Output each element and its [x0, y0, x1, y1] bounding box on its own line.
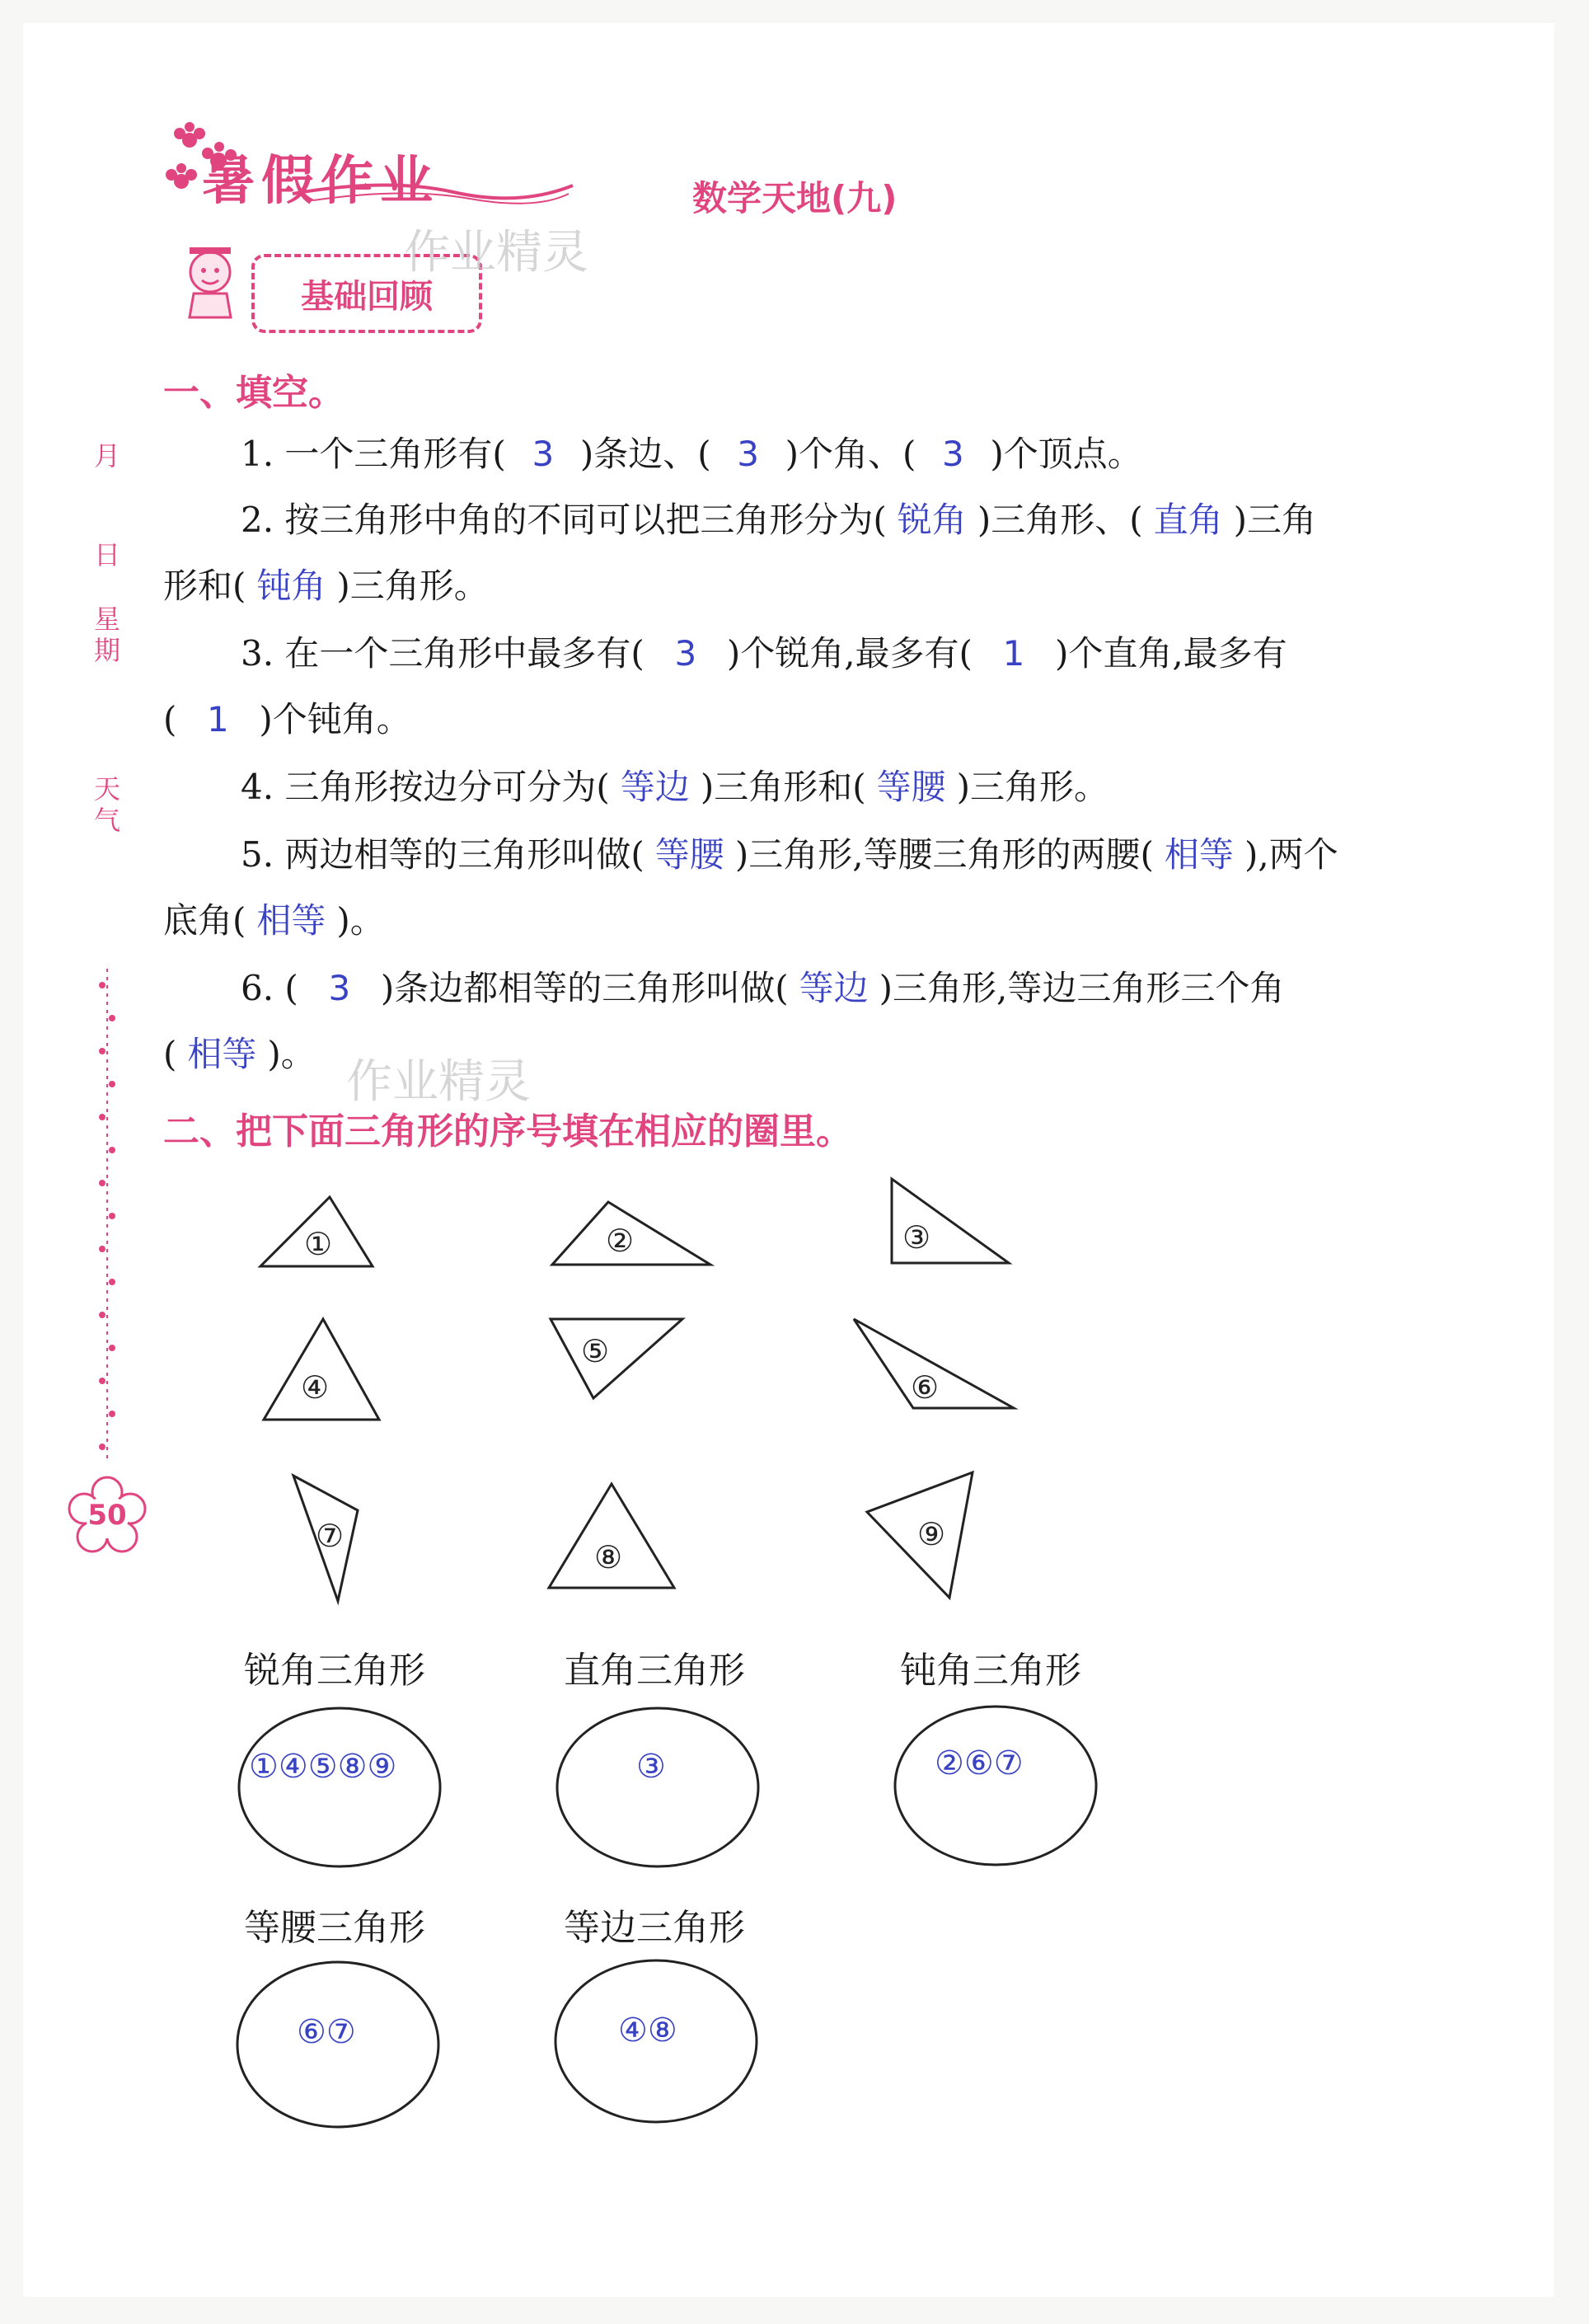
section-badge: 基础回顾	[251, 254, 482, 333]
category-label-isosceles: 等腰三角形	[244, 1907, 425, 1949]
category-label-equilateral: 等边三角形	[564, 1907, 745, 1949]
question-3-cont: ( 1 )个钝角。	[163, 699, 411, 739]
section1-heading: 一、填空。	[163, 372, 345, 414]
triangle-5	[551, 1319, 682, 1398]
answer-acute: ①④⑤⑧⑨	[249, 1748, 397, 1786]
answer-obtuse: ②⑥⑦	[935, 1744, 1024, 1782]
question-5: 5. 两边相等的三角形叫做( 等腰 )三角形,等腰三角形的两腰( 相等 ),两个	[241, 834, 1338, 875]
section2-heading: 二、把下面三角形的序号填在相应的圈里。	[163, 1110, 852, 1153]
question-2: 2. 按三角形中角的不同可以把三角形分为( 锐角 )三角形、( 直角 )三角	[241, 500, 1316, 540]
triangle-label: ⑤	[580, 1333, 610, 1369]
triangle-label: ④	[300, 1369, 330, 1406]
header-title: 暑假作业	[202, 151, 439, 212]
answer-isosceles: ⑥⑦	[297, 2013, 356, 2051]
header-subtitle: 数学天地(九)	[692, 178, 898, 218]
triangle-label: ①	[303, 1226, 333, 1262]
sidebar-day-label: 日	[93, 539, 120, 570]
sidebar-month-label: 月	[93, 440, 120, 472]
question-3: 3. 在一个三角形中最多有( 3 )个锐角,最多有( 1 )个直角,最多有	[241, 633, 1287, 674]
category-label-obtuse: 钝角三角形	[900, 1650, 1081, 1692]
question-1: 1. 一个三角形有( 3 )条边、( 3 )个角、( 3 )个顶点。	[241, 434, 1142, 474]
watermark: 作业精灵	[404, 226, 588, 279]
question-6: 6. ( 3 )条边都相等的三角形叫做( 等边 )三角形,等边三角形三个角	[241, 968, 1285, 1008]
triangle-label: ③	[902, 1219, 931, 1256]
question-2-cont: 形和( 钝角 )三角形。	[163, 566, 489, 606]
triangle-label: ⑧	[593, 1539, 623, 1575]
question-4: 4. 三角形按边分可分为( 等边 )三角形和( 等腰 )三角形。	[241, 767, 1109, 807]
answer-ellipse-right	[557, 1708, 758, 1866]
triangle-label: ②	[605, 1223, 635, 1259]
category-label-acute: 锐角三角形	[244, 1650, 425, 1692]
triangle-label: ⑨	[916, 1516, 946, 1552]
question-6-cont: ( 相等 )。	[163, 1034, 316, 1074]
answer-equilateral: ④⑧	[618, 2012, 677, 2049]
answer-ellipse-obtuse	[895, 1707, 1096, 1865]
triangle-label: ⑥	[910, 1369, 940, 1406]
triangle-label: ⑦	[315, 1518, 345, 1554]
sidebar-weekday-label: 星期	[93, 603, 120, 666]
page-number: 50	[87, 1499, 127, 1532]
sidebar-weather-label: 天气	[93, 773, 120, 836]
answer-right: ③	[636, 1748, 666, 1786]
watermark: 作业精灵	[346, 1055, 531, 1109]
question-5-cont: 底角( 相等 )。	[163, 900, 385, 941]
category-label-right: 直角三角形	[564, 1650, 745, 1692]
answer-ellipse-acute	[239, 1708, 440, 1866]
